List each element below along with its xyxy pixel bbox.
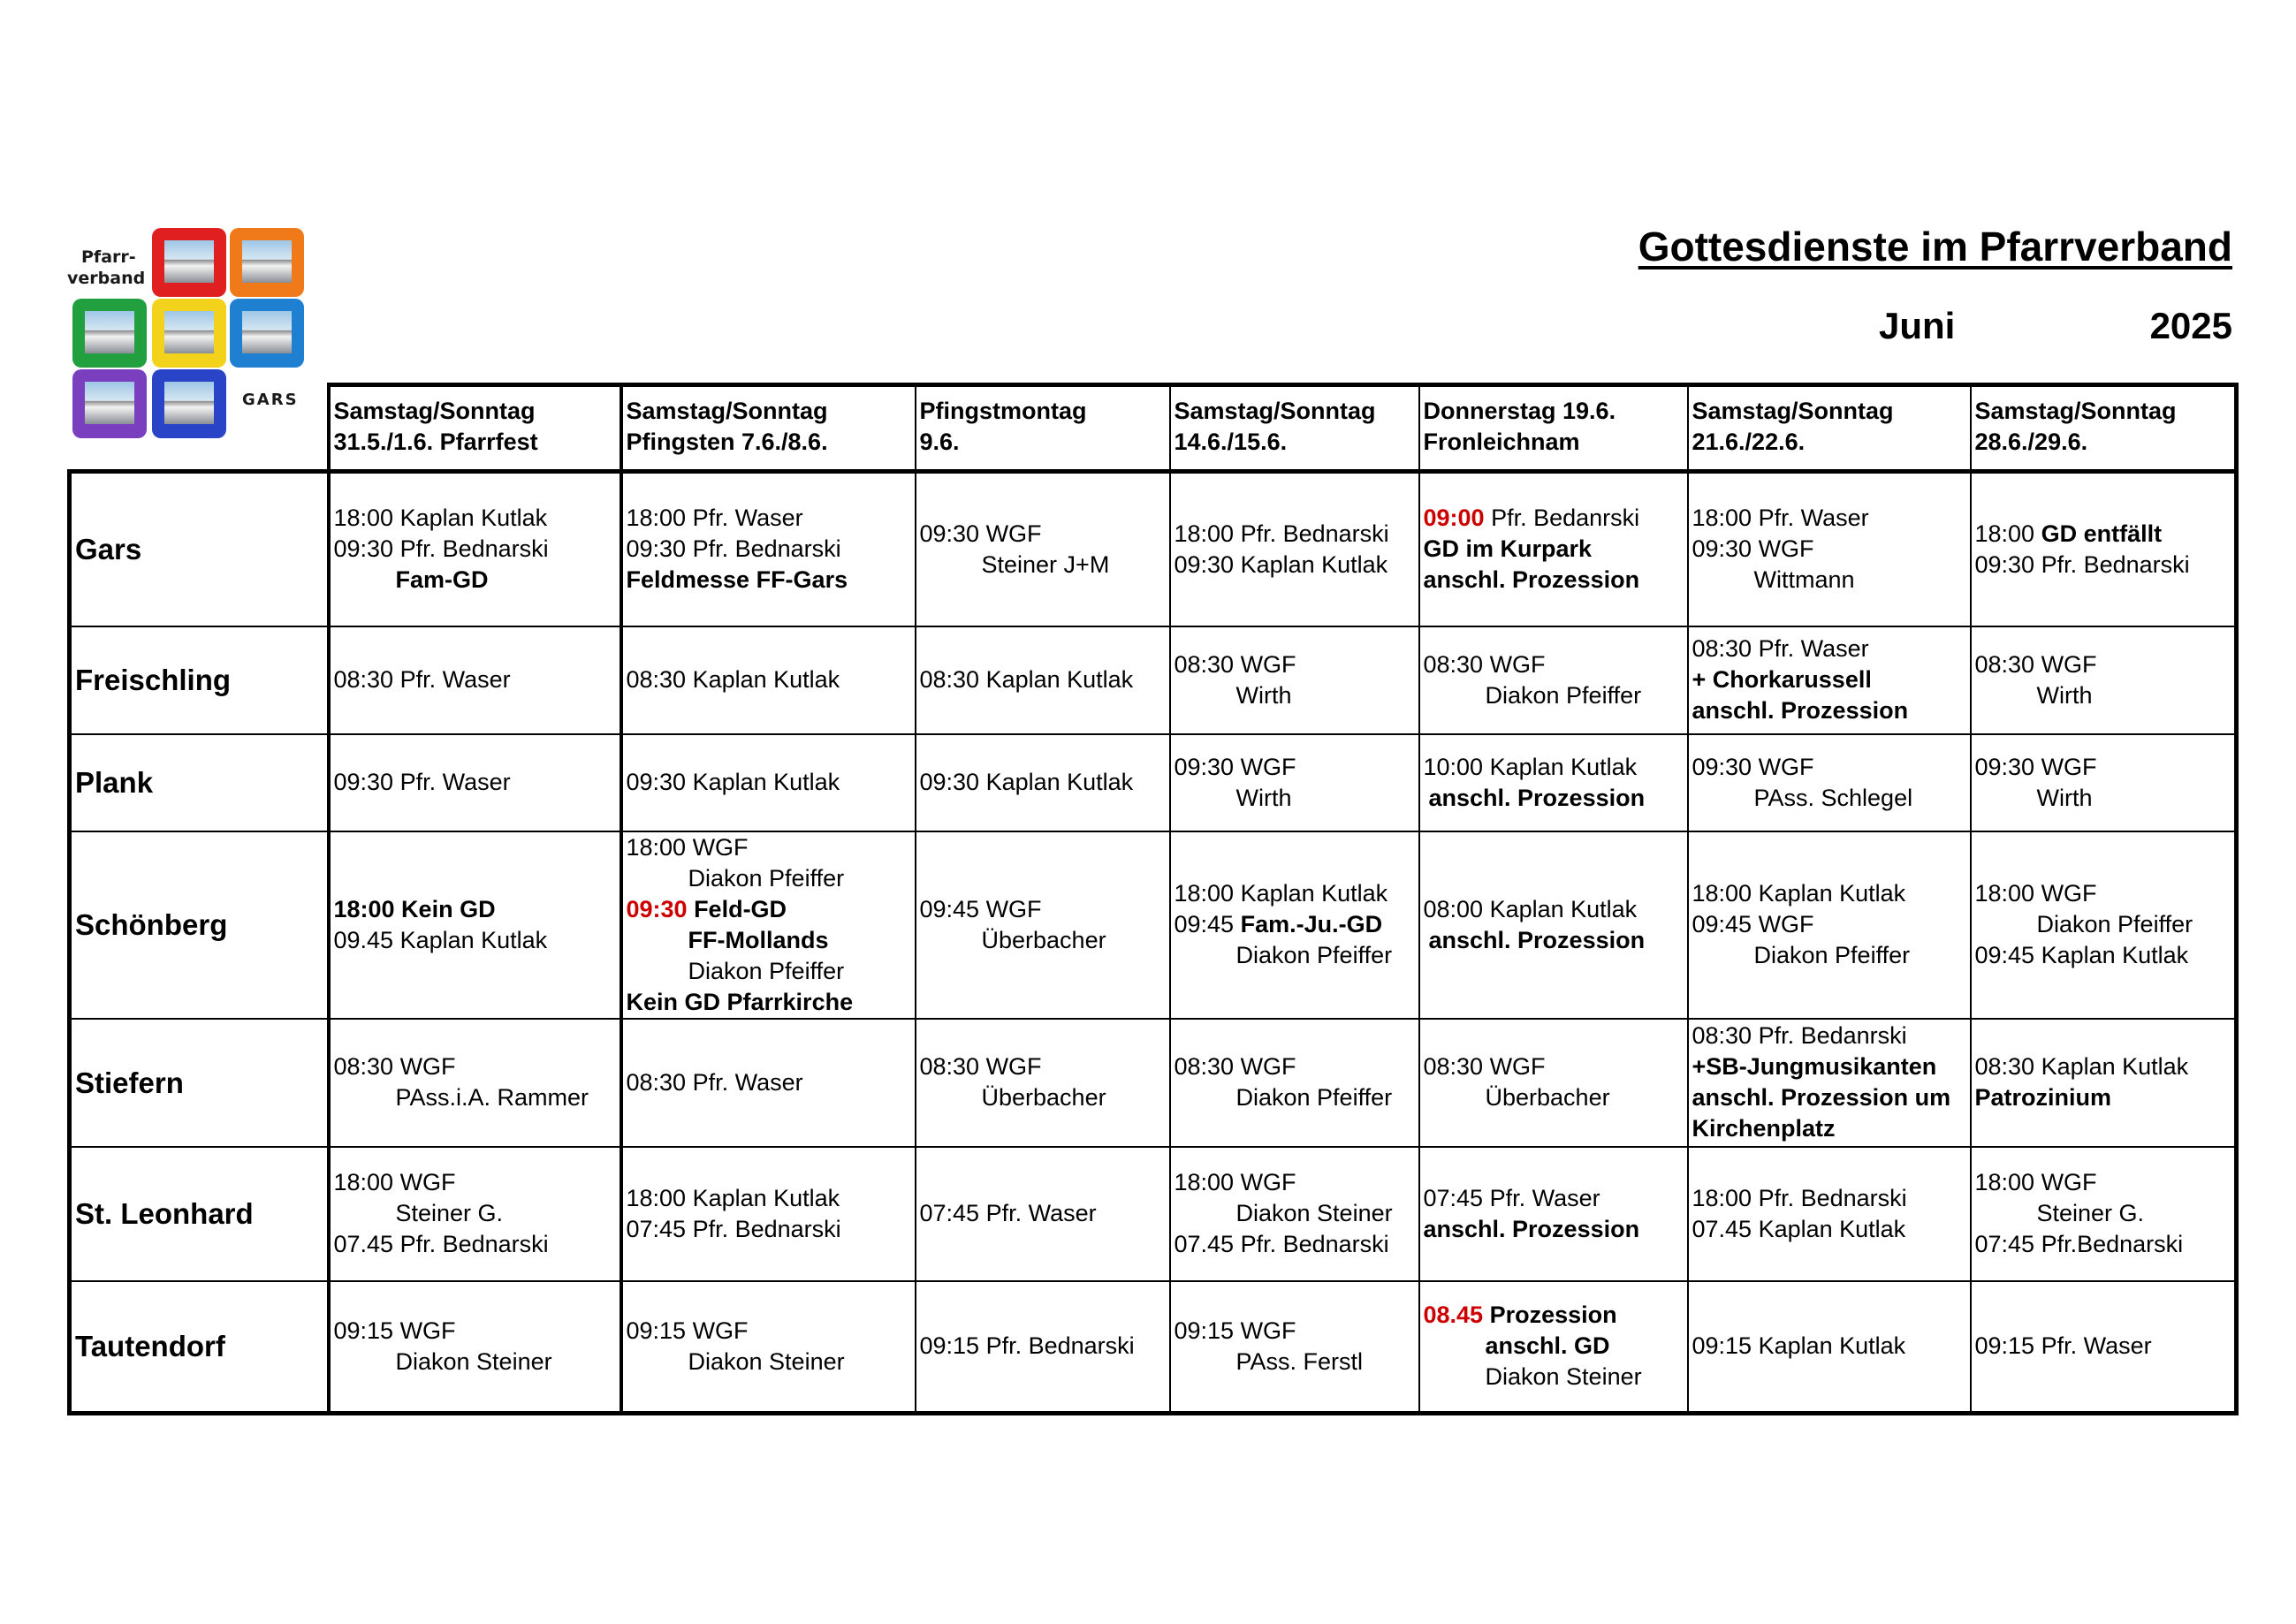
cell-plank-5: 10:00 Kaplan Kutlak anschl. Prozession	[1419, 734, 1688, 831]
corner-cell	[70, 385, 329, 472]
cell-leonhard-6: 18:00 Pfr. Bednarski 07.45 Kaplan Kutlak	[1688, 1147, 1971, 1281]
logo-puzzle-church-4	[152, 299, 226, 368]
cell-gars-2: 18:00 Pfr. Waser 09:30 Pfr. Bednarski Feldmesse FF-Gars	[621, 472, 916, 626]
cell-plank-3: 09:30 Kaplan Kutlak	[916, 734, 1170, 831]
year-label: 2025	[2149, 305, 2232, 346]
cell-stiefern-2: 08:30 Pfr. Waser	[621, 1019, 916, 1147]
cell-schoenberg-2: 18:00 WGF Diakon Pfeiffer 09:30 Feld-GD FF-Mollands Diakon Pfeiffer Kein GD Pfarrkirche	[621, 831, 916, 1019]
place-gars: Gars	[70, 472, 329, 626]
logo-word-verband: verband	[67, 269, 146, 288]
column-header-4: Samstag/Sonntag 14.6./15.6.	[1170, 385, 1419, 472]
cell-schoenberg-7: 18:00 WGF Diakon Pfeiffer 09:45 Kaplan Kutlak	[1971, 831, 2237, 1019]
cell-schoenberg-4: 18:00 Kaplan Kutlak 09:45 Fam.-Ju.-GD Diakon Pfeiffer	[1170, 831, 1419, 1019]
cell-leonhard-7: 18:00 WGF Steiner G. 07:45 Pfr.Bednarski	[1971, 1147, 2237, 1281]
cell-freischling-5: 08:30 WGF Diakon Pfeiffer	[1419, 626, 1688, 734]
cell-freischling-2: 08:30 Kaplan Kutlak	[621, 626, 916, 734]
cell-leonhard-5: 07:45 Pfr. Waser anschl. Prozession	[1419, 1147, 1688, 1281]
cell-gars-1: 18:00 Kaplan Kutlak 09:30 Pfr. Bednarski Fam-GD	[329, 472, 621, 626]
column-header-6: Samstag/Sonntag 21.6./22.6.	[1688, 385, 1971, 472]
logo-puzzle-church-3	[72, 299, 147, 368]
cell-stiefern-5: 08:30 WGF Überbacher	[1419, 1019, 1688, 1147]
table-row-freischling	[70, 626, 2237, 734]
cell-schoenberg-6: 18:00 Kaplan Kutlak 09:45 WGF Diakon Pfeiffer	[1688, 831, 1971, 1019]
column-header-7: Samstag/Sonntag 28.6./29.6.	[1971, 385, 2237, 472]
month-label: Juni	[1879, 305, 1956, 346]
cell-gars-7: 18:00 GD entfällt 09:30 Pfr. Bednarski	[1971, 472, 2237, 626]
cell-plank-7: 09:30 WGF Wirth	[1971, 734, 2237, 831]
logo-word-gars: GARS	[242, 391, 299, 409]
header-row	[70, 385, 2237, 472]
table-row-gars	[70, 472, 2237, 626]
cell-tautendorf-2: 09:15 WGF Diakon Steiner	[621, 1281, 916, 1414]
page-title: Gottesdienste im Pfarrverband	[1638, 224, 2232, 269]
cell-leonhard-3: 07:45 Pfr. Waser	[916, 1147, 1170, 1281]
logo-puzzle-church-2	[230, 228, 304, 297]
cell-tautendorf-4: 09:15 WGF PAss. Ferstl	[1170, 1281, 1419, 1414]
cell-plank-4: 09:30 WGF Wirth	[1170, 734, 1419, 831]
column-header-5: Donnerstag 19.6. Fronleichnam	[1419, 385, 1688, 472]
cell-plank-2: 09:30 Kaplan Kutlak	[621, 734, 916, 831]
cell-stiefern-4: 08:30 WGF Diakon Pfeiffer	[1170, 1019, 1419, 1147]
table-row-st-leonhard	[70, 1147, 2237, 1281]
place-st-leonhard: St. Leonhard	[70, 1147, 329, 1281]
table-row-schoenberg	[70, 831, 2237, 1019]
cell-stiefern-6: 08:30 Pfr. Bedanrski +SB-Jungmusikanten anschl. Prozession um Kirchenplatz	[1688, 1019, 1971, 1147]
cell-tautendorf-3: 09:15 Pfr. Bednarski	[916, 1281, 1170, 1414]
cell-stiefern-1: 08:30 WGF PAss.i.A. Rammer	[329, 1019, 621, 1147]
cell-freischling-6: 08:30 Pfr. Waser + Chorkarussell anschl. Prozession	[1688, 626, 1971, 734]
column-header-3: Pfingstmontag 9.6.	[916, 385, 1170, 472]
schedule-table	[67, 383, 2239, 1415]
column-header-1: Samstag/Sonntag 31.5./1.6. Pfarrfest	[329, 385, 621, 472]
cell-freischling-3: 08:30 Kaplan Kutlak	[916, 626, 1170, 734]
cell-freischling-7: 08:30 WGF Wirth	[1971, 626, 2237, 734]
cell-gars-3: 09:30 WGF Steiner J+M	[916, 472, 1170, 626]
place-schoenberg: Schönberg	[70, 831, 329, 1019]
table-row-plank	[70, 734, 2237, 831]
cell-stiefern-7: 08:30 Kaplan Kutlak Patrozinium	[1971, 1019, 2237, 1147]
place-stiefern: Stiefern	[70, 1019, 329, 1147]
cell-gars-5: 09:00 Pfr. Bedanrski GD im Kurpark anschl. Prozession	[1419, 472, 1688, 626]
logo-puzzle-church-1	[152, 228, 226, 297]
cell-stiefern-3: 08:30 WGF Überbacher	[916, 1019, 1170, 1147]
cell-freischling-1: 08:30 Pfr. Waser	[329, 626, 621, 734]
cell-schoenberg-1: 18:00 Kein GD 09.45 Kaplan Kutlak	[329, 831, 621, 1019]
cell-tautendorf-7: 09:15 Pfr. Waser	[1971, 1281, 2237, 1414]
logo-puzzle-church-5	[230, 299, 304, 368]
cell-leonhard-1: 18:00 WGF Steiner G. 07.45 Pfr. Bednarski	[329, 1147, 621, 1281]
logo-word-pfarr: Pfarr-	[81, 247, 136, 267]
cell-tautendorf-1: 09:15 WGF Diakon Steiner	[329, 1281, 621, 1414]
cell-schoenberg-5: 08:00 Kaplan Kutlak anschl. Prozession	[1419, 831, 1688, 1019]
cell-tautendorf-5: 08.45 Prozession anschl. GD Diakon Steiner	[1419, 1281, 1688, 1414]
cell-plank-1: 09:30 Pfr. Waser	[329, 734, 621, 831]
cell-gars-4: 18:00 Pfr. Bednarski 09:30 Kaplan Kutlak	[1170, 472, 1419, 626]
table-row-tautendorf	[70, 1281, 2237, 1414]
place-plank: Plank	[70, 734, 329, 831]
cell-leonhard-2: 18:00 Kaplan Kutlak 07:45 Pfr. Bednarski	[621, 1147, 916, 1281]
cell-gars-6: 18:00 Pfr. Waser 09:30 WGF Wittmann	[1688, 472, 1971, 626]
cell-plank-6: 09:30 WGF PAss. Schlegel	[1688, 734, 1971, 831]
cell-tautendorf-6: 09:15 Kaplan Kutlak	[1688, 1281, 1971, 1414]
table-row-stiefern	[70, 1019, 2237, 1147]
place-freischling: Freischling	[70, 626, 329, 734]
cell-schoenberg-3: 09:45 WGF Überbacher	[916, 831, 1170, 1019]
cell-leonhard-4: 18:00 WGF Diakon Steiner 07.45 Pfr. Bednarski	[1170, 1147, 1419, 1281]
column-header-2: Samstag/Sonntag Pfingsten 7.6./8.6.	[621, 385, 916, 472]
place-tautendorf: Tautendorf	[70, 1281, 329, 1414]
cell-freischling-4: 08:30 WGF Wirth	[1170, 626, 1419, 734]
